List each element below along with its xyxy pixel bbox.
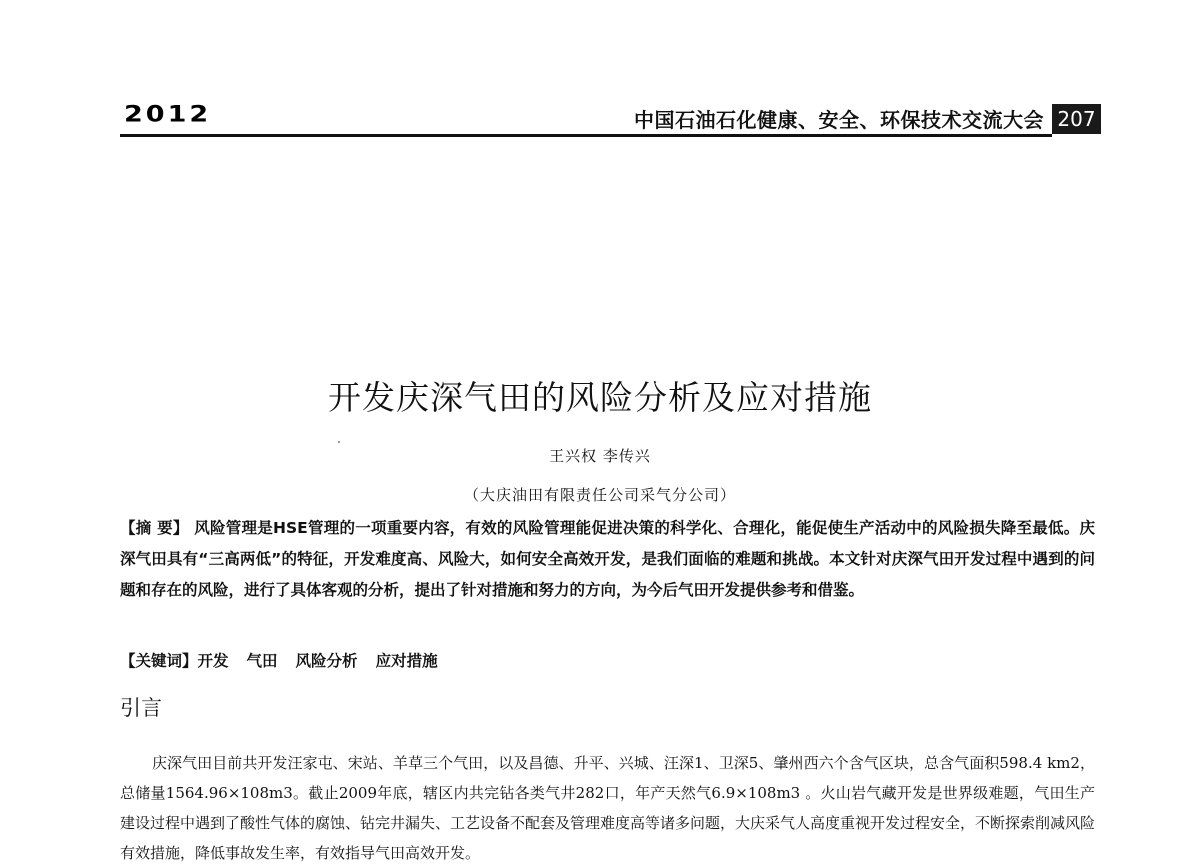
keywords	[120, 649, 1095, 673]
paper-title: 开发庆深气田的风险分析及应对措施	[328, 378, 872, 417]
keyword-item: 开发	[197, 652, 229, 670]
header-divider	[120, 134, 1052, 137]
author-affiliation: （大庆油田有限责任公司采气分公司）	[463, 486, 736, 504]
body-paragraph: 庆深气田目前共开发汪家屯、宋站、羊草三个气田，以及昌德、升平、兴城、汪深1、卫深5、肇州西六个含气区块，总含气面积598.4 km2，总储量1564.96×108m3。截止2009年底，辖区内共完钻各类气井282口，年产天然气6.9×108m3 。火山岩气藏开发是世界级难题，气田生产建设过程中遇到了酸性气体的腐蚀、钻完井漏失、工艺设备不配套及管理难度高等诸多问题，大庆采气人高度重视开发过程安全，不断探索削减风险有效措施，降低事故发生率，有效指导气田高效开发。	[120, 754, 1096, 862]
abstract-text: 风险管理是HSE管理的一项重要内容，有效的风险管理能促进决策的科学化、合理化，能促使生产活动中的风险损失降至最低。庆深气田具有“三高两低”的特征，开发难度高、风险大，如何安全高效开发，是我们面临的难题和挑战。本文针对庆深气田开发过程中遇到的问题和存在的风险，进行了具体客观的分析，提出了针对措施和努力的方向，为今后气田开发提供参考和借鉴。	[120, 519, 1095, 599]
author-list: 王兴权 李传兴	[549, 447, 651, 465]
section-heading: 引言	[120, 696, 162, 720]
running-header	[120, 98, 1101, 138]
page-number-badge: 207	[1052, 104, 1101, 134]
keyword-item: 气田	[246, 652, 278, 670]
scan-speck	[338, 441, 340, 443]
header-year: 2012	[124, 102, 212, 128]
keyword-item: 风险分析	[295, 652, 358, 670]
conference-name: 中国石油石化健康、安全、环保技术交流大会	[634, 108, 1044, 132]
abstract	[120, 513, 1095, 606]
keyword-item: 应对措施	[375, 652, 438, 670]
abstract-label: 【摘 要】	[120, 519, 189, 537]
keywords-label: 【关键词】	[120, 652, 198, 670]
